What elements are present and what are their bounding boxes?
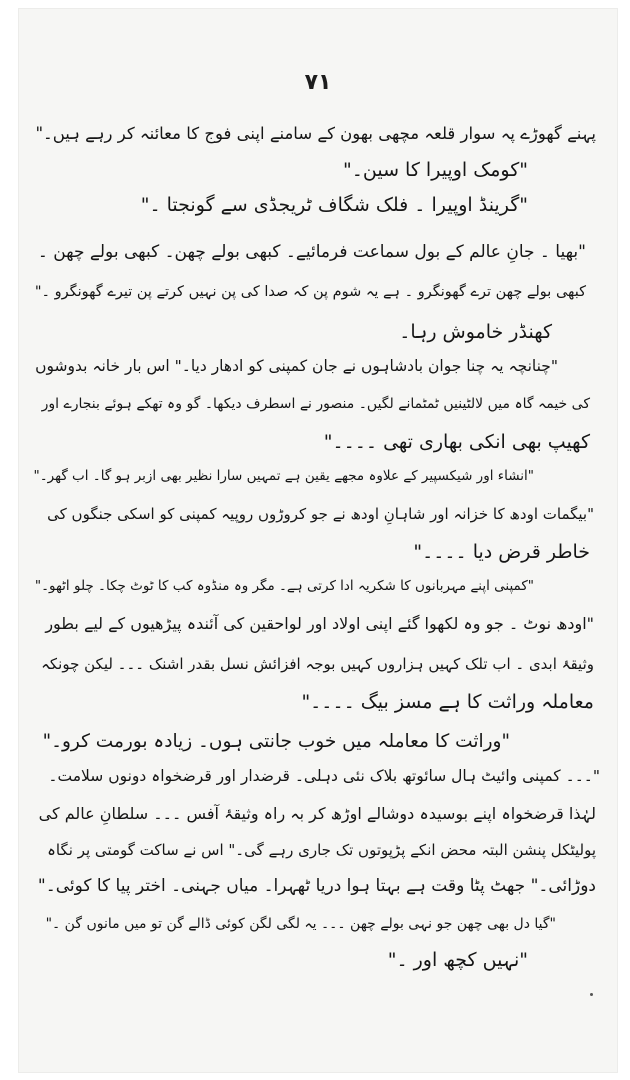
ink-speck <box>590 993 593 996</box>
text-line: پولیٹکل پنشن البتہ محض انکے پڑپوتوں تک جاری رہے گی۔" اس نے ساکت گومتی پر نگاہ <box>47 841 596 859</box>
text-line: وثیقۂ ابدی ۔ اب تلک کہیں ہزاروں کہیں بوجہ افزائش نسل بقدر اشنک ۔۔۔ لیکن چونکہ <box>41 655 594 673</box>
text-line: "گیا دل بھی چھن جو نہی بولے چھن ۔۔۔ یہ لگی لگن کوئی ڈالے گن تو میں مانوں گن ۔" <box>45 916 556 932</box>
text-line: "وراثت کا معاملہ میں خوب جانتی ہوں۔ زیادہ بورمت کرو۔" <box>42 731 510 752</box>
text-line: "اودھ نوٹ ۔ جو وہ لکھوا گئے اپنی اولاد اور لواحقین کی آئندہ پیڑھیوں کے لیے بطور <box>45 614 594 633</box>
text-line: "گرینڈ اوپیرا ۔ فلک شگاف ٹریجڈی سے گونجتا ۔" <box>140 194 528 216</box>
text-line: کی خیمہ گاہ میں لالٹینیں ٹمٹمانے لگیں۔ منصور نے اسطرف دیکھا۔ گو وہ تھکے ہوئے بنجارے اور <box>41 396 590 412</box>
text-line: کھیپ بھی انکی بھاری تھی ۔۔۔۔" <box>323 431 590 453</box>
text-line: کھنڈر خاموش رہا۔ <box>399 321 552 343</box>
text-line: "انشاء اور شیکسپیر کے علاوہ مجھے یقین ہے تمہیں سارا نظیر بھی ازبر ہو گا۔ اب گھر۔" <box>33 468 534 484</box>
text-line: "نہیں کچھ اور ۔" <box>387 949 528 971</box>
text-line: خاطر قرض دیا ۔۔۔۔" <box>413 541 590 563</box>
text-line: معاملہ وراثت کا ہے مسز بیگ ۔۔۔۔" <box>301 691 594 713</box>
text-line: "چنانچہ یہ چنا جوان بادشاہوں نے جان کمپنی کو ادھار دیا۔" اس بار خانہ بدوشوں <box>35 357 558 375</box>
text-line: "بھیا ۔ جانِ عالم کے بول سماعت فرمائیے۔ کبھی بولے چھن۔ کبھی بولے چھن ۔ <box>37 242 586 262</box>
text-line: "کمپنی اپنے مہربانوں کا شکریہ ادا کرتی ہے۔ مگر وہ منڈوہ کب کا ٹوٹ چکا۔ چلو اٹھو۔" <box>34 578 534 594</box>
text-line: کبھی بولے چھن ترے گھونگرو ۔ ہے یہ شوم پن کہ صدا کی پن نہیں کرتے پن تیرے گھونگرو ۔" <box>34 284 586 300</box>
page-number: ۷۱ <box>304 70 332 95</box>
text-line: پہنے گھوڑے پہ سوار قلعہ مچھی بھون کے سامنے اپنی فوج کا معائنہ کر رہے ہیں۔" <box>35 124 596 143</box>
book-page <box>18 8 618 1073</box>
text-line: لہٰذا قرضخواہ اپنے بوسیدہ دوشالے اوڑھ کر بہ راہ وثیقۂ آفس ۔۔۔ سلطانِ عالم کی <box>38 804 596 823</box>
text-line: "کومک اوپیرا کا سین۔" <box>343 159 528 181</box>
text-line: دوڑائی۔" جھٹ پٹا وقت ہے بہتا ہوا دریا ٹھہرا۔ میاں جہنی۔ اختر پیا کا کوئی۔" <box>37 876 596 896</box>
text-line: "بیگمات اودھ کا خزانہ اور شاہانِ اودھ نے جو کروڑوں روپیہ کمپنی کو اسکی جنگوں کی <box>47 505 594 523</box>
text-line: "۔۔۔ کمپنی وائیٹ ہال سائوتھ بلاک نئی دہلی۔ قرضدار اور قرضخواہ دونوں سلامت۔ <box>48 767 600 785</box>
